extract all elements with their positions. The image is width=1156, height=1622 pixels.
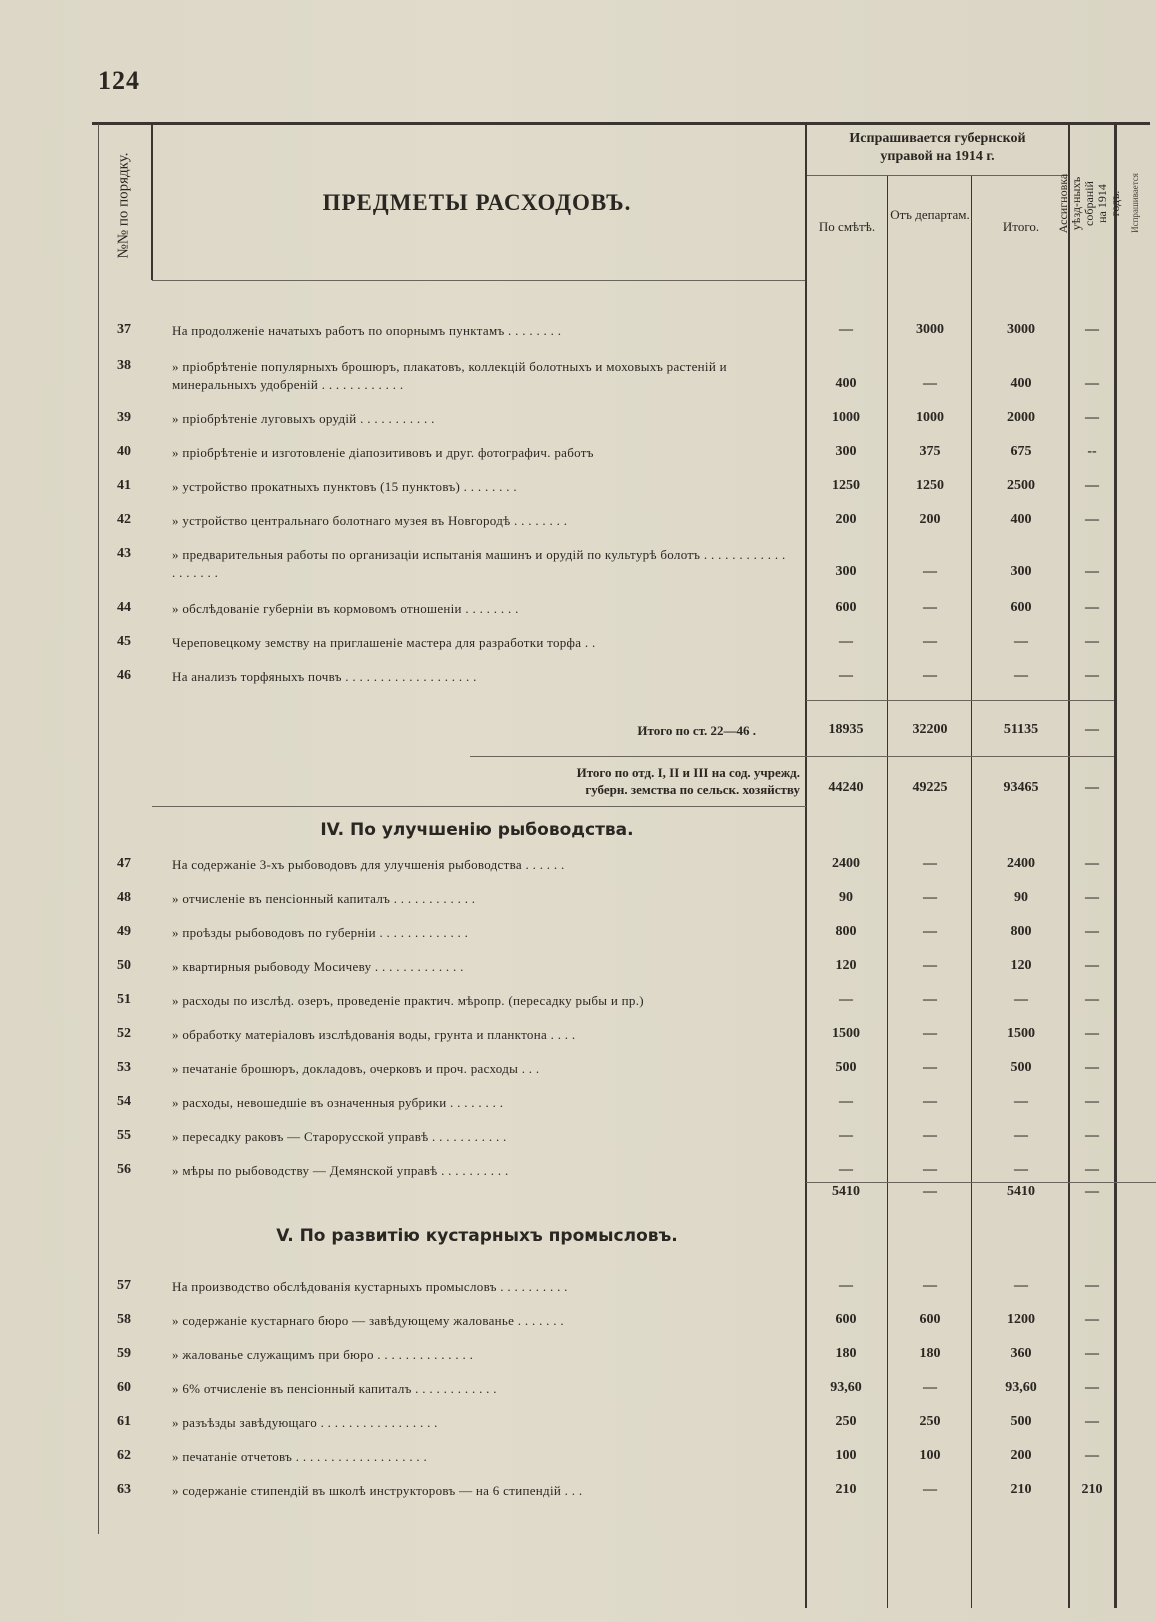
row-dept: — <box>923 564 937 579</box>
header-assignment-label: Ассигновка уѣзд-ныхъ собраній на 1914 годъ. <box>1056 173 1123 233</box>
row-total: 360 <box>1010 1346 1032 1361</box>
row-description: » предварительныя работы по организаціи испытанія машинъ и орудій по культурѣ болотъ . . . . . . . . . . . . . . . . . . . <box>172 547 786 580</box>
row-description: » разъѣзды завѣдующаго . . . . . . . . . . . . . . . . . <box>172 1415 438 1430</box>
row-description: » пріобрѣтеніе и изготовленіе діапозитивовъ и друг. фотографич. работъ <box>172 445 594 460</box>
row-dept: — <box>923 924 937 939</box>
row-estimate: 210 <box>835 1482 857 1497</box>
sections-total: 93465 <box>1003 780 1039 795</box>
row-number: 60 <box>117 1380 131 1395</box>
row-estimate: 90 <box>839 890 853 905</box>
row-assignment: — <box>1085 1346 1099 1361</box>
total-rule-2 <box>470 756 1114 757</box>
row-estimate: 93,60 <box>830 1380 862 1395</box>
header-by-estimate: По смѣтѣ. <box>818 219 876 234</box>
row-assignment: — <box>1085 856 1099 871</box>
section-iv-title: IV. По улучшенію рыбоводства. <box>320 820 634 840</box>
row-dept: 375 <box>919 444 941 459</box>
header-number-label: №№ по порядку. <box>115 151 132 259</box>
row-total: 500 <box>1010 1060 1032 1075</box>
subtotal-iv-estimate: 5410 <box>832 1184 860 1199</box>
header-sub-rule <box>806 175 1070 176</box>
row-description: » мѣры по рыбоводству — Демянской управѣ . . . . . . . . . . <box>172 1163 509 1178</box>
row-dept: 200 <box>919 512 941 527</box>
row-description: » пріобрѣтеніе луговыхъ орудій . . . . . . . . . . . <box>172 411 435 426</box>
row-number: 49 <box>117 924 131 939</box>
row-assignment: — <box>1085 992 1099 1007</box>
row-dept: — <box>923 668 937 683</box>
row-description: » отчисленіе въ пенсіонный капиталъ . . . . . . . . . . . . <box>172 891 476 906</box>
table-top-rule <box>92 122 1150 125</box>
row-number: 37 <box>117 322 131 337</box>
row-estimate: 200 <box>835 512 857 527</box>
row-total: 200 <box>1010 1448 1032 1463</box>
total-rule-1 <box>806 700 1114 701</box>
row-assignment: — <box>1085 1128 1099 1143</box>
row-number: 45 <box>117 634 131 649</box>
row-total: 93,60 <box>1005 1380 1037 1395</box>
subtotal-iv-total: 5410 <box>1007 1184 1035 1199</box>
dept-col-rule <box>971 176 972 1608</box>
row-number: 56 <box>117 1162 131 1177</box>
row-dept: — <box>923 1026 937 1041</box>
row-description: » жалованье служащимъ при бюро . . . . . . . . . . . . . . <box>172 1347 474 1362</box>
row-assignment: — <box>1085 1312 1099 1327</box>
row-number: 46 <box>117 668 131 683</box>
row-number: 41 <box>117 478 131 493</box>
row-assignment: — <box>1085 1448 1099 1463</box>
row-assignment: 210 <box>1081 1482 1103 1497</box>
row-estimate: 400 <box>835 376 857 391</box>
row-description: » обслѣдованіе губерніи въ кормовомъ отношеніи . . . . . . . . <box>172 601 519 616</box>
page-number: 124 <box>98 66 140 95</box>
header-edge-label: Испрашивается <box>1130 173 1141 233</box>
sections-total-label-1: Итого по отд. I, II и III на сод. учрежд. <box>576 765 800 780</box>
row-number: 58 <box>117 1312 131 1327</box>
row-assignment: — <box>1085 1060 1099 1075</box>
header-from-dept: Отъ департам. <box>890 207 970 222</box>
row-estimate: 180 <box>835 1346 857 1361</box>
row-estimate: 600 <box>835 1312 857 1327</box>
sections-total-label <box>577 764 800 798</box>
header-bottom-rule <box>152 280 807 281</box>
row-total: 1500 <box>1007 1026 1035 1041</box>
row-number: 62 <box>117 1448 131 1463</box>
row-number: 47 <box>117 856 131 871</box>
header-edge <box>1120 128 1150 278</box>
row-assignment: — <box>1085 1094 1099 1109</box>
row-total: 2000 <box>1007 410 1035 425</box>
row-total: 2400 <box>1007 856 1035 871</box>
row-number: 59 <box>117 1346 131 1361</box>
row-number: 42 <box>117 512 131 527</box>
row-description: » содержаніе стипендій въ школѣ инструкторовъ — на 6 стипендій . . . <box>172 1483 583 1498</box>
row-estimate: 800 <box>835 924 857 939</box>
row-total: 400 <box>1010 376 1032 391</box>
row-dept: — <box>923 1162 937 1177</box>
row-assignment: — <box>1085 478 1099 493</box>
row-description: » расходы, невошедшіе въ означенныя рубрики . . . . . . . . <box>172 1095 504 1110</box>
section-iv-rule <box>152 806 806 807</box>
row-dept: 600 <box>919 1312 941 1327</box>
row-estimate: — <box>839 1278 853 1293</box>
row-total: — <box>1014 634 1028 649</box>
row-total: 2500 <box>1007 478 1035 493</box>
row-total: 90 <box>1014 890 1028 905</box>
row-description: » устройство центральнаго болотнаго музея въ Новгородѣ . . . . . . . . <box>172 513 568 528</box>
row-total: — <box>1014 992 1028 1007</box>
row-total: 675 <box>1010 444 1032 459</box>
row-assignment: — <box>1085 958 1099 973</box>
row-assignment: — <box>1085 564 1099 579</box>
row-number: 55 <box>117 1128 131 1143</box>
row-estimate: 120 <box>835 958 857 973</box>
row-dept: — <box>923 1278 937 1293</box>
row-dept: — <box>923 856 937 871</box>
row-description: » пріобрѣтеніе популярныхъ брошюръ, плакатовъ, коллекцій болотныхъ и моховыхъ растеній и минеральныхъ удобреній . . . . . . . . . . . . <box>172 359 727 392</box>
row-dept: 3000 <box>916 322 944 337</box>
row-description: » печатаніе брошюръ, докладовъ, очерковъ и проч. расходы . . . <box>172 1061 540 1076</box>
row-estimate: 300 <box>835 444 857 459</box>
row-dept: 250 <box>919 1414 941 1429</box>
row-number: 52 <box>117 1026 131 1041</box>
row-assignment: — <box>1085 410 1099 425</box>
row-description: » устройство прокатныхъ пунктовъ (15 пунктовъ) . . . . . . . . <box>172 479 517 494</box>
row-assignment: — <box>1085 512 1099 527</box>
row-description: » проѣзды рыбоводовъ по губерніи . . . . . . . . . . . . . <box>172 925 469 940</box>
row-assignment: — <box>1085 1026 1099 1041</box>
row-dept: — <box>923 890 937 905</box>
row-assignment: — <box>1085 924 1099 939</box>
row-dept: — <box>923 958 937 973</box>
sections-dept: 49225 <box>912 780 948 795</box>
sections-assignment: — <box>1085 780 1099 795</box>
row-estimate: — <box>839 1162 853 1177</box>
row-description: » расходы по изслѣд. озеръ, проведеніе практич. мѣропр. (пересадку рыбы и пр.) <box>172 993 644 1008</box>
row-assignment: — <box>1085 376 1099 391</box>
row-dept: — <box>923 992 937 1007</box>
row-total: — <box>1014 1162 1028 1177</box>
row-estimate: 250 <box>835 1414 857 1429</box>
row-estimate: 100 <box>835 1448 857 1463</box>
row-estimate: 500 <box>835 1060 857 1075</box>
row-description: Череповецкому земству на приглашеніе мастера для разработки торфа . . <box>172 635 596 650</box>
subtotal-iv-dept: — <box>923 1184 937 1199</box>
row-assignment: — <box>1085 322 1099 337</box>
row-dept: — <box>923 376 937 391</box>
row-dept: — <box>923 1060 937 1075</box>
row-number: 48 <box>117 890 131 905</box>
total-dept: 32200 <box>912 722 948 737</box>
row-number: 57 <box>117 1278 131 1293</box>
row-description: » обработку матеріаловъ изслѣдованія воды, грунта и планктона . . . . <box>172 1027 576 1042</box>
row-assignment: — <box>1085 668 1099 683</box>
sections-estimate: 44240 <box>828 780 864 795</box>
row-total: 300 <box>1010 564 1032 579</box>
row-number: 39 <box>117 410 131 425</box>
row-dept: — <box>923 1094 937 1109</box>
row-total: — <box>1014 668 1028 683</box>
row-estimate: — <box>839 1128 853 1143</box>
row-dept: 1250 <box>916 478 944 493</box>
header-assignment <box>1056 128 1123 278</box>
row-total: 210 <box>1010 1482 1032 1497</box>
row-assignment: — <box>1085 1380 1099 1395</box>
row-estimate: — <box>839 668 853 683</box>
row-assignment: -- <box>1087 444 1097 459</box>
row-total: 800 <box>1010 924 1032 939</box>
row-total: 500 <box>1010 1414 1032 1429</box>
row-estimate: 2400 <box>832 856 860 871</box>
row-assignment: — <box>1085 1278 1099 1293</box>
row-estimate: 300 <box>835 564 857 579</box>
header-title: ПРЕДМЕТЫ РАСХОДОВЪ. <box>322 190 632 215</box>
row-description: » квартирныя рыбоводу Мосичеву . . . . . . . . . . . . . <box>172 959 464 974</box>
total-estimate: 18935 <box>828 722 864 737</box>
row-estimate: 600 <box>835 600 857 615</box>
row-description: » печатаніе отчетовъ . . . . . . . . . . . . . . . . . . . <box>172 1449 428 1464</box>
row-dept: — <box>923 600 937 615</box>
row-assignment: — <box>1085 1414 1099 1429</box>
row-estimate: 1000 <box>832 410 860 425</box>
row-number: 63 <box>117 1482 131 1497</box>
row-number: 51 <box>117 992 131 1007</box>
row-dept: 100 <box>919 1448 941 1463</box>
row-dept: — <box>923 1380 937 1395</box>
header-total: Итого. <box>1002 219 1040 234</box>
row-estimate: 1250 <box>832 478 860 493</box>
row-description: » пересадку раковъ — Старорусской управѣ . . . . . . . . . . . <box>172 1129 507 1144</box>
row-description: На анализъ торфяныхъ почвъ . . . . . . . . . . . . . . . . . . . <box>172 669 477 684</box>
row-dept: — <box>923 1482 937 1497</box>
header-number-column <box>98 130 150 280</box>
row-total: 1200 <box>1007 1312 1035 1327</box>
assig-col-rule <box>1114 124 1117 1608</box>
sections-total-label-2: губерн. земства по сельск. хозяйству <box>585 782 800 797</box>
row-estimate: — <box>839 992 853 1007</box>
row-assignment: — <box>1085 600 1099 615</box>
total-total: 51135 <box>1003 722 1039 737</box>
row-number: 40 <box>117 444 131 459</box>
header-requested: Испрашивается губернской управой на 1914 г. <box>849 131 1026 164</box>
row-description: На содержаніе 3-хъ рыбоводовъ для улучшенія рыбоводства . . . . . . <box>172 857 565 872</box>
row-number: 38 <box>117 358 131 373</box>
subtotal-iv-assignment: — <box>1085 1184 1099 1199</box>
row-dept: 180 <box>919 1346 941 1361</box>
row-total: — <box>1014 1278 1028 1293</box>
row-estimate: — <box>839 322 853 337</box>
row-number: 44 <box>117 600 131 615</box>
estimate-col-rule <box>887 176 888 1608</box>
row-number: 61 <box>117 1414 131 1429</box>
total-assignment: — <box>1085 722 1099 737</box>
row-total: 120 <box>1010 958 1032 973</box>
subtotal-iv-rule <box>806 1182 1156 1183</box>
row-total: — <box>1014 1094 1028 1109</box>
row-number: 53 <box>117 1060 131 1075</box>
row-number: 54 <box>117 1094 131 1109</box>
row-dept: — <box>923 634 937 649</box>
row-assignment: — <box>1085 1162 1099 1177</box>
row-dept: 1000 <box>916 410 944 425</box>
row-estimate: 1500 <box>832 1026 860 1041</box>
row-assignment: — <box>1085 890 1099 905</box>
total-label: Итого по ст. 22—46 . <box>637 723 756 738</box>
row-estimate: — <box>839 634 853 649</box>
row-estimate: — <box>839 1094 853 1109</box>
row-assignment: — <box>1085 634 1099 649</box>
row-total: 400 <box>1010 512 1032 527</box>
row-number: 43 <box>117 546 131 561</box>
row-total: 3000 <box>1007 322 1035 337</box>
section-v-title: V. По развитію кустарныхъ промысловъ. <box>276 1226 678 1246</box>
row-dept: — <box>923 1128 937 1143</box>
row-description: » содержаніе кустарнаго бюро — завѣдующему жалованье . . . . . . . <box>172 1313 564 1328</box>
row-total: — <box>1014 1128 1028 1143</box>
row-total: 600 <box>1010 600 1032 615</box>
row-description: На производство обслѣдованія кустарныхъ промысловъ . . . . . . . . . . <box>172 1279 568 1294</box>
row-description: » 6% отчисленіе въ пенсіонный капиталъ . . . . . . . . . . . . <box>172 1381 497 1396</box>
row-description: На продолженіе начатыхъ работъ по опорнымъ пунктамъ . . . . . . . . <box>172 323 562 338</box>
row-number: 50 <box>117 958 131 973</box>
